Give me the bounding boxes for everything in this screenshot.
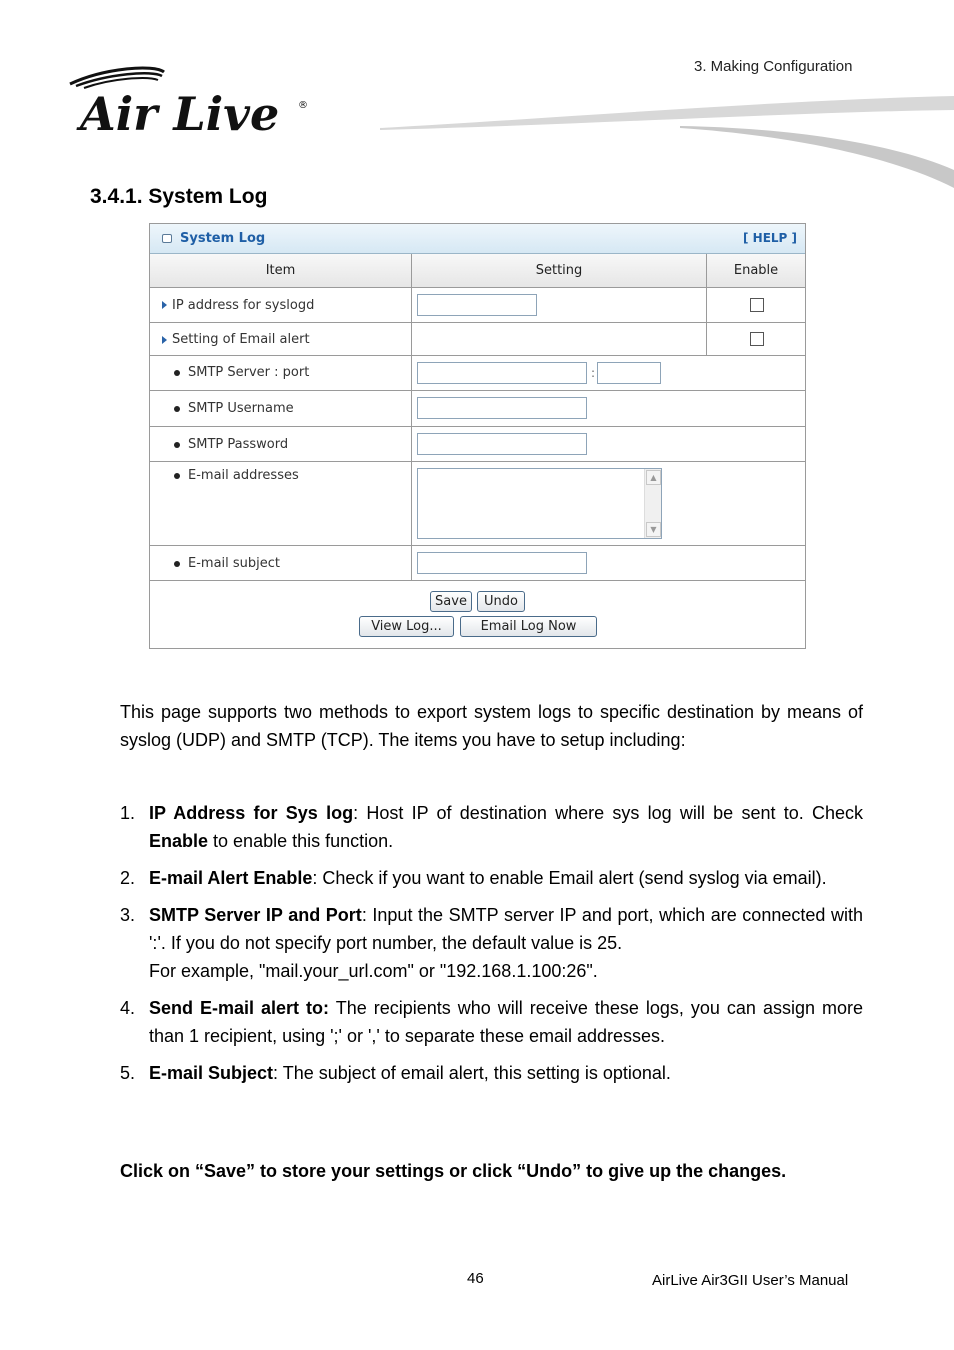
save-button[interactable]: Save <box>430 591 472 612</box>
bullet-icon <box>174 406 180 412</box>
label-smtp-username: SMTP Username <box>188 401 294 416</box>
smtp-port-input[interactable] <box>597 362 661 384</box>
bullet-icon <box>174 473 180 479</box>
chapter-header: 3. Making Configuration <box>694 58 853 75</box>
list-item: 1. IP Address for Sys log: Host IP of destination where sys log will be sent to. Check Enable to enable this function. <box>120 803 864 851</box>
email-subject-input[interactable] <box>417 552 587 574</box>
label-email-subject: E-mail subject <box>188 556 281 571</box>
list-item: 4. Send E-mail alert to: The recipients who will receive these logs, you can assign more than 1 recipient, using ';' or ',' to separate these email addresses. <box>120 998 863 1046</box>
table-row <box>150 288 805 323</box>
button-row <box>150 581 805 649</box>
table-row <box>150 462 805 546</box>
email-log-now-button[interactable]: Email Log Now <box>460 616 597 637</box>
label-smtp-password: SMTP Password <box>188 437 289 452</box>
help-link[interactable]: [ HELP ] <box>742 231 797 245</box>
bullet-icon <box>174 370 180 376</box>
bullet-icon <box>174 561 180 567</box>
label-email-alert: Setting of Email alert <box>172 332 310 347</box>
table-row <box>150 427 805 462</box>
syslogd-ip-input[interactable] <box>417 294 537 316</box>
panel-header <box>150 224 805 254</box>
table-row <box>150 323 805 356</box>
table-header-row <box>150 254 805 288</box>
undo-button[interactable]: Undo <box>477 591 525 612</box>
svg-text:®: ® <box>298 100 308 111</box>
scroll-down-icon[interactable]: ▼ <box>646 522 661 537</box>
textarea-scrollbar[interactable] <box>644 469 661 538</box>
label-email-addresses: E-mail addresses <box>188 468 299 483</box>
list-item: 5. E-mail Subject: The subject of email alert, this setting is optional. <box>120 1063 671 1083</box>
triangle-right-icon <box>162 336 167 344</box>
settings-list <box>120 799 863 1096</box>
column-header-setting: Setting <box>412 254 707 287</box>
email-alert-enable-checkbox[interactable] <box>750 332 764 346</box>
scroll-up-icon[interactable]: ▲ <box>646 470 661 485</box>
smtp-password-input[interactable] <box>417 433 587 455</box>
view-log-button[interactable]: View Log... <box>359 616 454 637</box>
airlive-logo <box>64 64 314 138</box>
smtp-username-input[interactable] <box>417 397 587 419</box>
label-smtp-server: SMTP Server : port <box>188 365 310 380</box>
table-row <box>150 391 805 427</box>
triangle-right-icon <box>162 301 167 309</box>
closing-instruction: Click on “Save” to store your settings or click “Undo” to give up the changes. <box>120 1161 787 1181</box>
syslogd-enable-checkbox[interactable] <box>750 298 764 312</box>
email-addresses-textarea[interactable] <box>417 468 662 539</box>
list-item: 3. SMTP Server IP and Port: Input the SMTP server IP and port, which are connected with ':'. If you do not specify port number, the default value is 25. For example, "mail.your_url.com" or "192.168.1.100:26". <box>120 905 863 981</box>
list-item: 2. E-mail Alert Enable: Check if you want to enable Email alert (send syslog via email). <box>120 868 827 888</box>
port-separator: : <box>591 366 596 380</box>
header-swoosh <box>380 90 954 190</box>
column-header-item: Item <box>150 254 412 287</box>
panel-title: System Log <box>180 231 266 246</box>
bullet-icon <box>174 442 180 448</box>
smtp-server-input[interactable] <box>417 362 587 384</box>
manual-title: AirLive Air3GII User’s Manual <box>652 1272 849 1289</box>
table-row <box>150 546 805 581</box>
page-number: 46 <box>467 1270 484 1287</box>
section-title: 3.4.1. System Log <box>90 185 268 208</box>
table-row <box>150 356 805 391</box>
svg-text:Air Live: Air Live <box>80 87 280 138</box>
label-ip-syslogd: IP address for syslogd <box>172 298 315 313</box>
column-header-enable: Enable <box>733 263 779 278</box>
panel-bullet-icon <box>162 234 172 243</box>
intro-paragraph: This page supports two methods to export system logs to specific destination by means of syslog (UDP) and SMTP (TCP). The items you have to setup including: <box>120 702 863 750</box>
system-log-panel <box>149 223 806 649</box>
